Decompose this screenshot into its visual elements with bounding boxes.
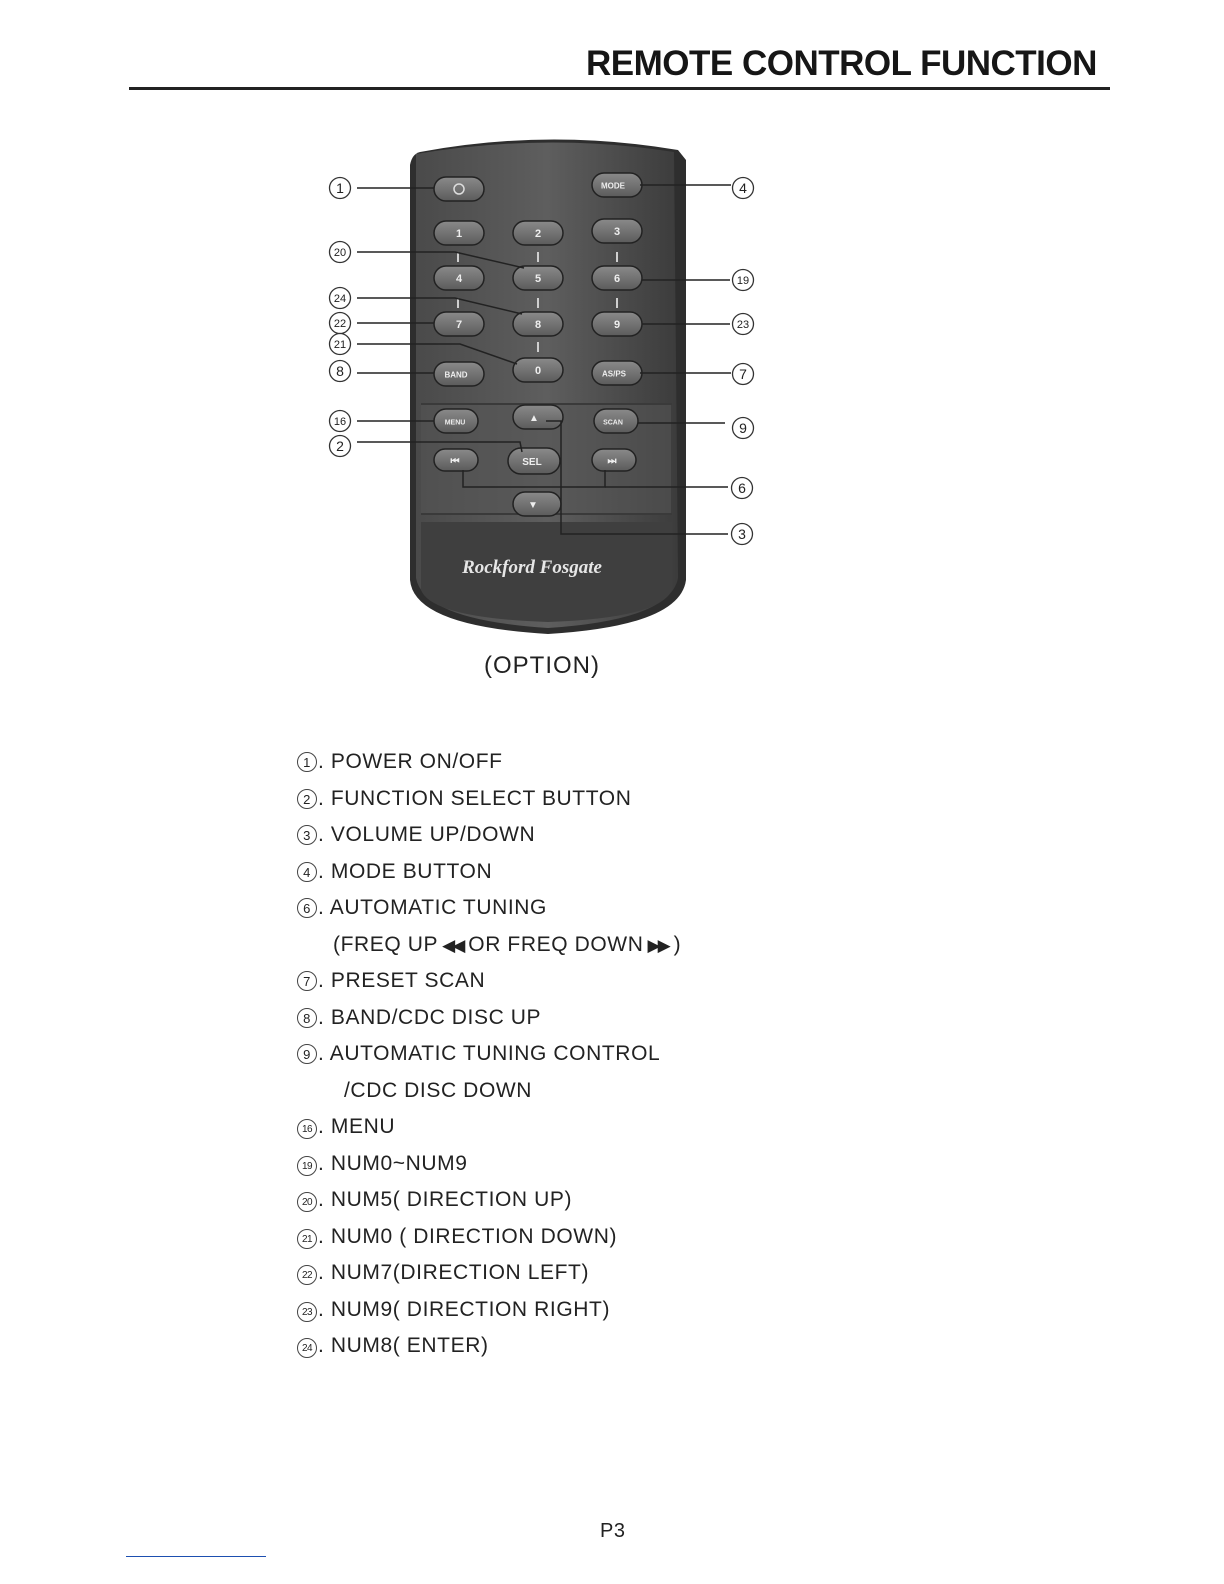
callout-16 bbox=[330, 411, 351, 432]
svg-text:21: 21 bbox=[333, 339, 347, 351]
prev-track-icon: ◀◀ bbox=[442, 935, 463, 955]
svg-text:4: 4 bbox=[739, 180, 747, 196]
legend-number: 4 bbox=[297, 862, 317, 882]
legend-number: 3 bbox=[297, 825, 317, 845]
legend-item-continuation: (FREQ UP ◀◀ OR FREQ DOWN ▶▶ ) bbox=[333, 932, 682, 956]
svg-text:5: 5 bbox=[534, 273, 542, 285]
legend-text: . PRESET SCAN bbox=[318, 969, 486, 992]
legend-item-continuation: /CDC DISC DOWN bbox=[344, 1078, 533, 1102]
callout-23 bbox=[733, 314, 754, 335]
legend-number: 24 bbox=[297, 1338, 317, 1358]
mode-button[interactable] bbox=[592, 173, 642, 197]
svg-text:4: 4 bbox=[455, 273, 463, 285]
svg-text:SCAN: SCAN bbox=[603, 419, 623, 427]
legend-number: 8 bbox=[297, 1008, 317, 1028]
legend-number: 21 bbox=[297, 1229, 317, 1249]
num-9-button[interactable] bbox=[592, 312, 642, 336]
legend-number: 7 bbox=[297, 971, 317, 991]
svg-text:22: 22 bbox=[333, 318, 347, 330]
svg-text:23: 23 bbox=[736, 319, 750, 331]
legend-number: 19 bbox=[297, 1156, 317, 1176]
svg-text:8: 8 bbox=[534, 319, 542, 331]
callout-20 bbox=[330, 242, 351, 263]
callout-8 bbox=[330, 361, 351, 382]
option-label: (OPTION) bbox=[484, 652, 600, 679]
legend-text: . NUM0~NUM9 bbox=[318, 1151, 468, 1175]
callout-6 bbox=[732, 478, 753, 499]
svg-text:20: 20 bbox=[333, 247, 347, 259]
svg-text:1: 1 bbox=[336, 180, 344, 196]
legend-number: 6 bbox=[297, 898, 317, 918]
num-6-button[interactable] bbox=[592, 266, 642, 290]
volume-up-button[interactable] bbox=[513, 405, 563, 429]
svg-text:SEL: SEL bbox=[522, 457, 542, 468]
num-4-button[interactable] bbox=[434, 266, 484, 290]
legend-item bbox=[297, 1036, 681, 1073]
legend-item bbox=[297, 744, 681, 781]
svg-text:3: 3 bbox=[613, 226, 621, 238]
num-5-button[interactable] bbox=[513, 266, 563, 290]
legend-item bbox=[297, 1182, 681, 1219]
legend-text: . POWER ON/OFF bbox=[318, 750, 503, 773]
legend-text: . AUTOMATIC TUNING CONTROL bbox=[318, 1042, 661, 1065]
next-track-icon: ▶▶ bbox=[647, 935, 668, 955]
legend-text: . BAND/CDC DISC UP bbox=[318, 1005, 542, 1029]
svg-text:1: 1 bbox=[455, 228, 463, 240]
page-number: P3 bbox=[600, 1520, 626, 1542]
legend-item bbox=[297, 1146, 681, 1183]
legend-item bbox=[297, 1292, 681, 1329]
callout-4 bbox=[733, 178, 754, 199]
legend-item bbox=[297, 854, 681, 891]
legend-item bbox=[297, 1219, 681, 1256]
brand-logo: Rockford Fosgate bbox=[462, 557, 602, 578]
num-2-button[interactable] bbox=[513, 221, 563, 245]
volume-down-button[interactable] bbox=[513, 492, 561, 516]
callout-24 bbox=[330, 288, 351, 309]
asps-button[interactable] bbox=[592, 361, 642, 385]
svg-text:9: 9 bbox=[613, 319, 621, 331]
callout-3 bbox=[732, 524, 753, 545]
legend-item bbox=[297, 963, 681, 1000]
legend-number: 16 bbox=[297, 1119, 317, 1139]
legend-text: . FUNCTION SELECT BUTTON bbox=[318, 786, 632, 810]
arrow-down-icon: ▼ bbox=[528, 500, 538, 511]
svg-text:7: 7 bbox=[455, 319, 463, 331]
svg-text:MENU: MENU bbox=[444, 419, 466, 427]
legend-text: . MENU bbox=[318, 1115, 396, 1138]
callout-21 bbox=[330, 334, 351, 355]
legend-text: . NUM9( DIRECTION RIGHT) bbox=[318, 1297, 611, 1321]
svg-text:6: 6 bbox=[738, 480, 746, 496]
legend-number: 2 bbox=[297, 789, 317, 809]
function-legend bbox=[297, 744, 681, 1365]
prev-track-button[interactable] bbox=[434, 449, 478, 471]
legend-text: . NUM5( DIRECTION UP) bbox=[318, 1188, 573, 1211]
legend-text: . MODE BUTTON bbox=[318, 859, 493, 883]
band-button[interactable] bbox=[434, 362, 484, 386]
legend-item bbox=[297, 890, 681, 927]
page-title: REMOTE CONTROL FUNCTION bbox=[586, 44, 1097, 83]
num-3-button[interactable] bbox=[592, 219, 642, 243]
svg-text:6: 6 bbox=[613, 273, 621, 285]
next-track-button[interactable] bbox=[592, 449, 636, 471]
svg-text:19: 19 bbox=[736, 275, 750, 287]
callout-2 bbox=[330, 436, 351, 457]
svg-text:AS/PS: AS/PS bbox=[601, 369, 627, 379]
callout-19 bbox=[733, 270, 754, 291]
legend-item bbox=[297, 1109, 681, 1146]
legend-text: . NUM8( ENTER) bbox=[318, 1334, 489, 1357]
svg-text:7: 7 bbox=[739, 366, 747, 382]
legend-number: 22 bbox=[297, 1265, 317, 1285]
legend-number: 9 bbox=[297, 1044, 317, 1064]
callout-9 bbox=[733, 418, 754, 439]
next-track-icon: ⏭ bbox=[607, 456, 617, 467]
legend-text: . AUTOMATIC TUNING bbox=[318, 896, 547, 919]
legend-item bbox=[297, 1328, 681, 1365]
legend-item bbox=[297, 817, 681, 854]
svg-text:16: 16 bbox=[333, 416, 347, 428]
callout-22 bbox=[330, 313, 351, 334]
select-button[interactable] bbox=[508, 448, 560, 474]
callout-7 bbox=[733, 364, 754, 385]
svg-text:BAND: BAND bbox=[444, 370, 468, 380]
num-7-button[interactable] bbox=[434, 312, 484, 336]
legend-item bbox=[297, 1255, 681, 1292]
svg-text:9: 9 bbox=[739, 420, 747, 436]
remote-control-diagram bbox=[0, 0, 1224, 720]
prev-track-icon: ⏮ bbox=[450, 456, 460, 467]
arrow-up-icon: ▲ bbox=[529, 413, 539, 424]
scan-button[interactable] bbox=[594, 409, 638, 433]
legend-number: 20 bbox=[297, 1192, 317, 1212]
num-1-button[interactable] bbox=[434, 221, 484, 245]
svg-text:2: 2 bbox=[336, 438, 344, 454]
svg-text:8: 8 bbox=[336, 363, 344, 379]
svg-text:MODE: MODE bbox=[601, 181, 625, 191]
num-8-button[interactable] bbox=[513, 312, 563, 336]
num-0-button[interactable] bbox=[513, 358, 563, 382]
menu-button[interactable] bbox=[434, 409, 478, 433]
legend-item bbox=[297, 781, 681, 818]
svg-text:0: 0 bbox=[534, 365, 542, 377]
legend-text: . NUM7(DIRECTION LEFT) bbox=[318, 1261, 590, 1284]
legend-item bbox=[297, 1000, 681, 1037]
legend-text: . VOLUME UP/DOWN bbox=[318, 823, 536, 846]
legend-text: . NUM0 ( DIRECTION DOWN) bbox=[318, 1224, 618, 1248]
svg-text:24: 24 bbox=[333, 293, 347, 305]
svg-text:2: 2 bbox=[534, 228, 542, 240]
legend-number: 1 bbox=[297, 752, 317, 772]
legend-number: 23 bbox=[297, 1302, 317, 1322]
callout-1 bbox=[330, 178, 351, 199]
power-button[interactable] bbox=[434, 177, 484, 201]
svg-text:3: 3 bbox=[738, 526, 746, 542]
footer-rule bbox=[126, 1556, 266, 1557]
